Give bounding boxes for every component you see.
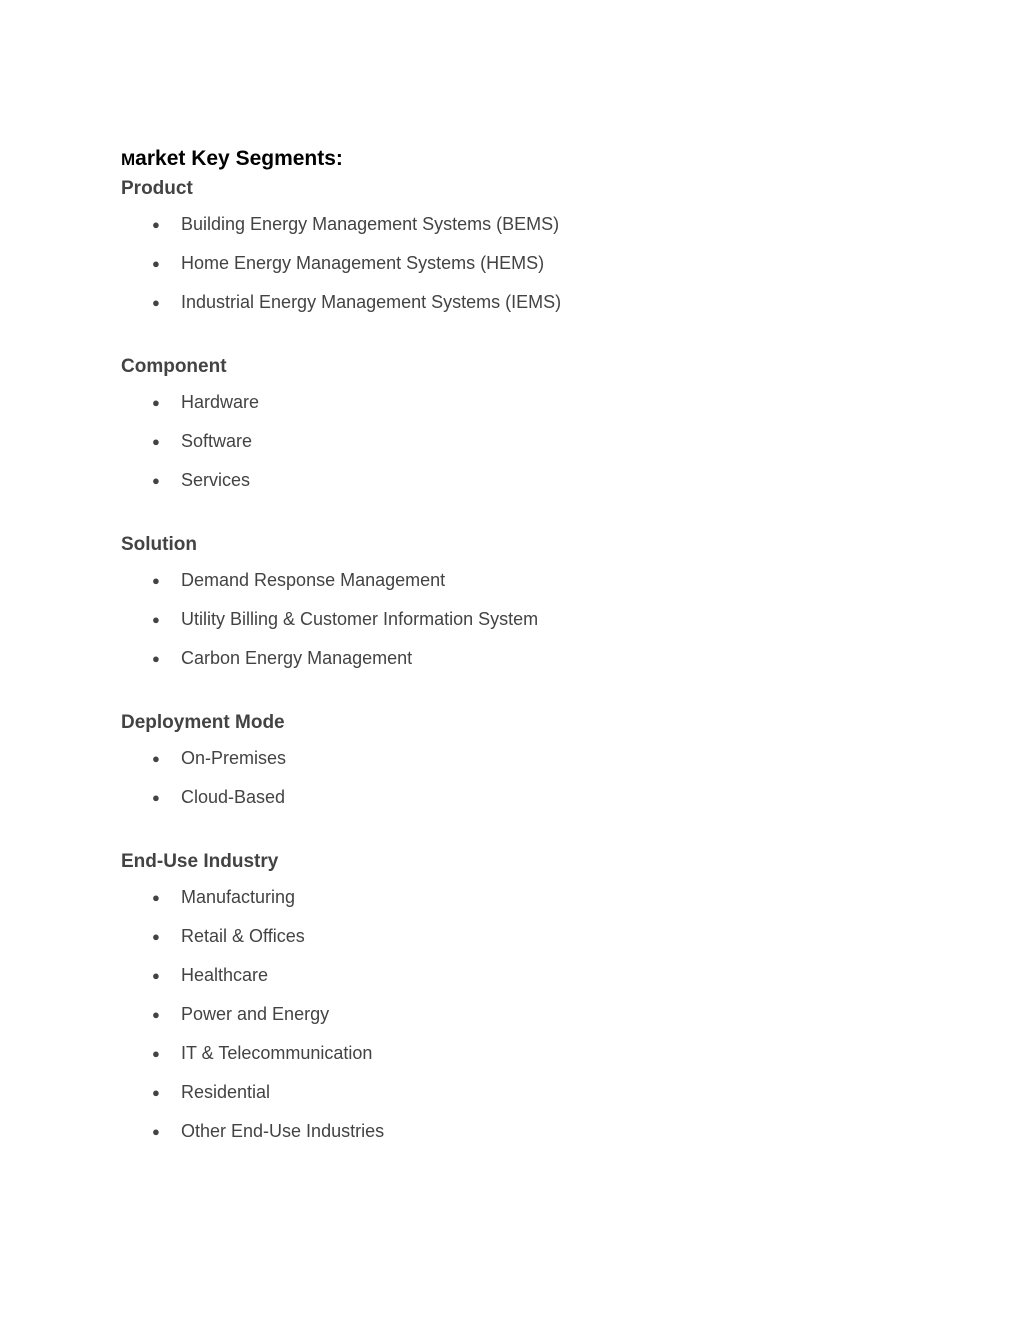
section-heading: Solution [121, 534, 197, 555]
bullet-list [121, 561, 921, 678]
bullet-list [121, 383, 921, 500]
bullet-icon: ● [152, 217, 160, 232]
bullet-icon: ● [152, 256, 160, 271]
list-item [121, 461, 921, 500]
bullet-icon: ● [152, 1007, 160, 1022]
list-item [121, 1034, 921, 1073]
list-item [121, 1112, 921, 1151]
bullet-list [121, 205, 921, 322]
page-title [121, 146, 921, 173]
list-item-text: Retail & Offices [181, 926, 305, 946]
list-item-text: Residential [181, 1082, 271, 1102]
list-item [121, 561, 921, 600]
bullet-icon: ● [152, 573, 160, 588]
list-item [121, 383, 921, 422]
list-item [121, 639, 921, 678]
list-item-text: Cloud-Based [181, 787, 286, 807]
title-text: arket Key Segments: [135, 147, 343, 170]
segment-section [121, 707, 921, 817]
bullet-icon: ● [152, 968, 160, 983]
segments-list [121, 173, 921, 1151]
list-item [121, 600, 921, 639]
document-body [121, 146, 921, 1151]
segment-section [121, 846, 921, 1151]
section-heading: Component [121, 356, 227, 377]
list-item [121, 917, 921, 956]
list-item-text: Demand Response Management [181, 570, 446, 590]
section-heading: Deployment Mode [121, 712, 285, 733]
section-heading: Product [121, 178, 193, 199]
title-initial: M [121, 150, 136, 169]
list-item-text: Software [181, 431, 253, 451]
bullet-icon: ● [152, 473, 160, 488]
bullet-icon: ● [152, 929, 160, 944]
list-item-text: Home Energy Management Systems (HEMS) [181, 253, 545, 273]
section-heading: End-Use Industry [121, 851, 279, 872]
list-item [121, 739, 921, 778]
list-item [121, 244, 921, 283]
list-item-text: Utility Billing & Customer Information System [181, 609, 539, 629]
list-item [121, 995, 921, 1034]
bullet-icon: ● [152, 434, 160, 449]
list-item [121, 878, 921, 917]
bullet-icon: ● [152, 395, 160, 410]
bullet-icon: ● [152, 651, 160, 666]
list-item-text: Services [181, 470, 251, 490]
segment-section [121, 351, 921, 500]
list-item [121, 205, 921, 244]
list-item [121, 778, 921, 817]
list-item [121, 956, 921, 995]
list-item [121, 422, 921, 461]
bullet-icon: ● [152, 295, 160, 310]
list-item-text: Hardware [181, 392, 260, 412]
list-item-text: Power and Energy [181, 1004, 330, 1024]
bullet-icon: ● [152, 1046, 160, 1061]
bullet-list [121, 878, 921, 1151]
list-item [121, 283, 921, 322]
bullet-list [121, 739, 921, 817]
segment-section [121, 173, 921, 322]
bullet-icon: ● [152, 790, 160, 805]
list-item-text: On-Premises [181, 748, 287, 768]
list-item-text: Other End-Use Industries [181, 1121, 385, 1141]
bullet-icon: ● [152, 890, 160, 905]
list-item-text: Healthcare [181, 965, 269, 985]
bullet-icon: ● [152, 751, 160, 766]
bullet-icon: ● [152, 612, 160, 627]
segment-section [121, 529, 921, 678]
list-item-text: Industrial Energy Management Systems (IEMS) [181, 292, 562, 312]
list-item [121, 1073, 921, 1112]
bullet-icon: ● [152, 1124, 160, 1139]
list-item-text: Building Energy Management Systems (BEMS) [181, 214, 560, 234]
bullet-icon: ● [152, 1085, 160, 1100]
list-item-text: Manufacturing [181, 887, 296, 907]
list-item-text: IT & Telecommunication [181, 1043, 373, 1063]
list-item-text: Carbon Energy Management [181, 648, 413, 668]
